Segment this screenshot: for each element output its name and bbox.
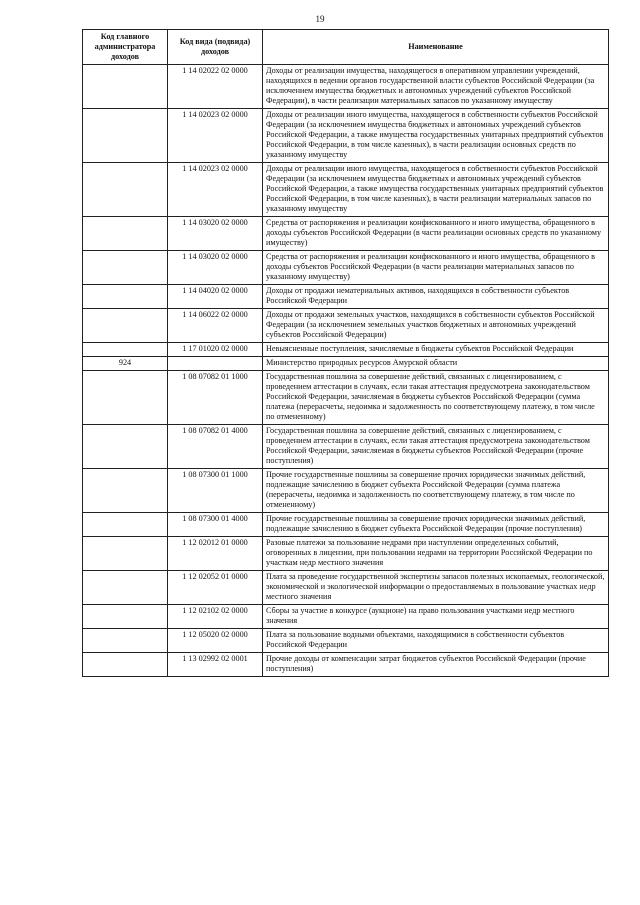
table-row: [83, 629, 609, 653]
admin-code-cell: 924: [83, 357, 168, 371]
income-code-cell: 1 17 01020 02 0000: [168, 343, 263, 357]
income-name-cell: Государственная пошлина за совершение действий, связанных с лицензированием, с проведением аттестации в случаях, если такая аттестация предусмотрена законодательством Российской Федерации, зачисляемая в бюджеты субъектов Российской Федерации (сумма платежа (перерасчеты, недоимка и задолженность по соответствующему платежу, в том числе по отмененному): [263, 371, 609, 425]
income-name-cell: Доходы от продажи нематериальных активов, находящихся в собственности субъектов Российской Федерации: [263, 285, 609, 309]
income-code-cell: 1 13 02992 02 0001: [168, 653, 263, 677]
admin-code-cell: [83, 629, 168, 653]
income-code-cell: 1 12 02052 01 0000: [168, 571, 263, 605]
admin-code-cell: [83, 109, 168, 163]
admin-code-cell: [83, 469, 168, 513]
income-code-cell: 1 12 02102 02 0000: [168, 605, 263, 629]
income-code-cell: 1 14 02023 02 0000: [168, 163, 263, 217]
income-name-cell: Прочие государственные пошлины за совершение прочих юридически значимых действий, подлежащие зачислению в бюджет субъекта Российской Федерации (сумма платежа (перерасчеты, недоимка и задолженность по соответствующему платежу, в том числе по отмененному): [263, 469, 609, 513]
income-name-cell: Доходы от реализации иного имущества, находящегося в собственности субъектов Российской Федерации (за исключением имущества бюджетных и автономных учреждений субъектов Российской Федерации, а также имущества государственных унитарных предприятий субъектов Российской Федерации, в том числе казенных), в части реализации основных средств по указанному имуществу: [263, 109, 609, 163]
table-row: [83, 371, 609, 425]
income-code-cell: 1 14 02022 02 0000: [168, 65, 263, 109]
table-row: [83, 309, 609, 343]
income-code-cell: 1 12 05020 02 0000: [168, 629, 263, 653]
income-code-cell: 1 14 02023 02 0000: [168, 109, 263, 163]
admin-code-cell: [83, 537, 168, 571]
table-row: [83, 109, 609, 163]
income-code-cell: [168, 357, 263, 371]
table-row: [83, 285, 609, 309]
header-name: Наименование: [263, 30, 609, 65]
table-row: [83, 653, 609, 677]
income-name-cell: Плата за пользование водными объектами, находящимися в собственности субъектов Российской Федерации: [263, 629, 609, 653]
income-name-cell: Государственная пошлина за совершение действий, связанных с лицензированием, с проведением аттестации в случаях, если такая аттестация предусмотрена законодательством Российской Федерации, зачисляемая в бюджеты субъектов Российской Федерации (прочие поступления): [263, 425, 609, 469]
income-code-cell: 1 08 07300 01 4000: [168, 513, 263, 537]
income-code-cell: 1 14 06022 02 0000: [168, 309, 263, 343]
income-code-cell: 1 14 03020 02 0000: [168, 217, 263, 251]
table-row: [83, 469, 609, 513]
table-row: [83, 513, 609, 537]
income-code-cell: 1 14 04020 02 0000: [168, 285, 263, 309]
table-row: [83, 425, 609, 469]
admin-code-cell: [83, 309, 168, 343]
admin-code-cell: [83, 251, 168, 285]
income-name-cell: Доходы от реализации имущества, находящегося в оперативном управлении учреждений, находящихся в ведении органов государственной власти субъектов Российской Федерации (за исключением имущества бюджетных и автономных учреждений субъектов Российской Федерации), в части реализации материальных запасов по указанному имуществу: [263, 65, 609, 109]
table-row: [83, 571, 609, 605]
table-row: [83, 537, 609, 571]
admin-code-cell: [83, 605, 168, 629]
income-name-cell: Министерство природных ресурсов Амурской области: [263, 357, 609, 371]
admin-code-cell: [83, 571, 168, 605]
income-name-cell: Средства от распоряжения и реализации конфискованного и иного имущества, обращенного в доходы субъектов Российской Федерации (в части реализации основных средств по указанному имуществу): [263, 217, 609, 251]
administrator-row: [83, 357, 609, 371]
income-name-cell: Разовые платежи за пользование недрами при наступлении определенных событий, оговоренных в лицензии, при пользовании недрами на территории Российской Федерации по участкам недр местного значения: [263, 537, 609, 571]
income-name-cell: Прочие государственные пошлины за совершение прочих юридически значимых действий, подлежащие зачислению в бюджет субъекта Российской Федерации (прочие поступления): [263, 513, 609, 537]
admin-code-cell: [83, 285, 168, 309]
admin-code-cell: [83, 65, 168, 109]
income-code-cell: 1 08 07082 01 4000: [168, 425, 263, 469]
income-code-cell: 1 14 03020 02 0000: [168, 251, 263, 285]
admin-code-cell: [83, 425, 168, 469]
income-name-cell: Невыясненные поступления, зачисляемые в бюджеты субъектов Российской Федерации: [263, 343, 609, 357]
income-name-cell: Прочие доходы от компенсации затрат бюджетов субъектов Российской Федерации (прочие поступления): [263, 653, 609, 677]
admin-code-cell: [83, 513, 168, 537]
income-code-cell: 1 08 07082 01 1000: [168, 371, 263, 425]
table-row: [83, 65, 609, 109]
income-name-cell: Доходы от продажи земельных участков, находящихся в собственности субъектов Российской Федерации (за исключением земельных участков бюджетных и автономных учреждений субъектов Российской Федерации): [263, 309, 609, 343]
income-code-cell: 1 08 07300 01 1000: [168, 469, 263, 513]
table-row: [83, 343, 609, 357]
table-row: [83, 163, 609, 217]
header-admin-code: Код главного администратора доходов: [83, 30, 168, 65]
admin-code-cell: [83, 343, 168, 357]
income-name-cell: Доходы от реализации иного имущества, находящегося в собственности субъектов Российской Федерации (за исключением имущества бюджетных и автономных учреждений субъектов Российской Федерации, а также имущества государственных унитарных предприятий субъектов Российской Федерации, в том числе казенных), в части реализации материальных запасов по указанному имуществу: [263, 163, 609, 217]
page-number: 19: [315, 14, 325, 24]
admin-code-cell: [83, 217, 168, 251]
table-row: [83, 605, 609, 629]
income-name-cell: Плата за проведение государственной экспертизы запасов полезных ископаемых, геологической, экономической и экологической информации о предоставляемых в пользование участках недр местного значения: [263, 571, 609, 605]
table-row: [83, 217, 609, 251]
table-header-row: [83, 30, 609, 65]
income-codes-table: [82, 29, 609, 677]
admin-code-cell: [83, 163, 168, 217]
income-name-cell: Сборы за участие в конкурсе (аукционе) на право пользования участками недр местного значения: [263, 605, 609, 629]
income-name-cell: Средства от распоряжения и реализации конфискованного и иного имущества, обращенного в доходы субъектов Российской Федерации (в части реализации материальных запасов по указанному имуществу): [263, 251, 609, 285]
table-row: [83, 251, 609, 285]
admin-code-cell: [83, 653, 168, 677]
admin-code-cell: [83, 371, 168, 425]
income-code-cell: 1 12 02012 01 0000: [168, 537, 263, 571]
header-income-code: Код вида (подвида) доходов: [168, 30, 263, 65]
table-body: [83, 65, 609, 677]
